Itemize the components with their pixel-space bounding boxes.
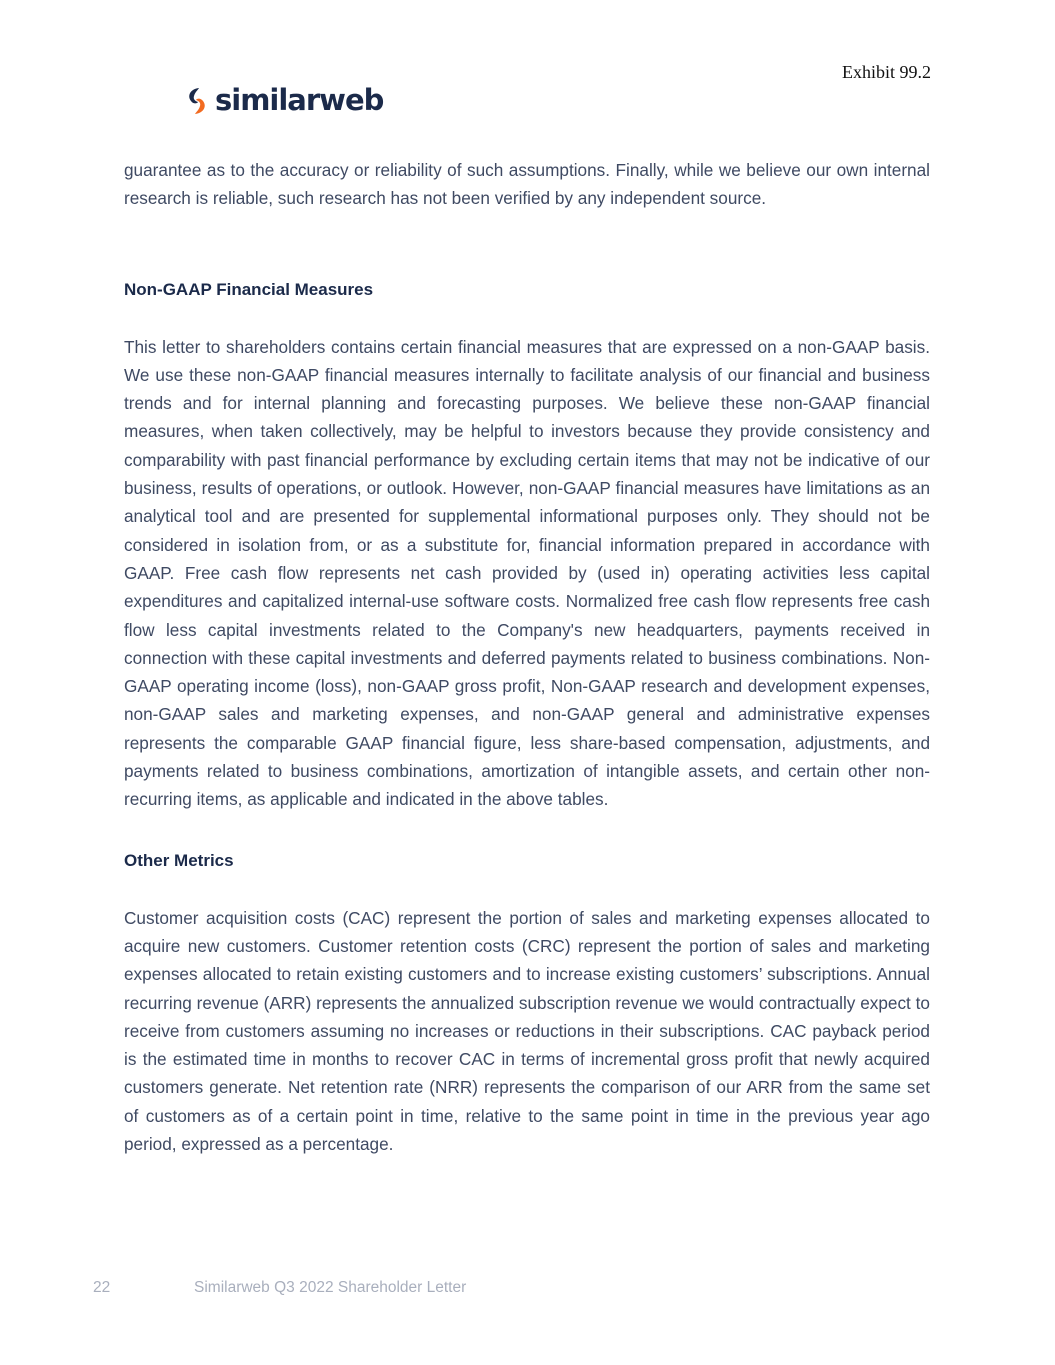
non-gaap-paragraph: This letter to shareholders contains certain financial measures that are expressed on a non-GAAP basis. We use these non-GAAP financial measures internally to facilitate analysis of our financial and business trends and for internal planning and forecasting purposes. We believe these non-GAAP financial measures, when taken collectively, may be helpful to investors because they provide consistency and comparability with past financial performance by excluding certain items that may not be indicative of our business, results of operations, or outlook. However, non-GAAP financial measures have limitations as an analytical tool and are presented for supplemental informational purposes only. They should not be considered in isolation from, or as a substitute for, financial information prepared in accordance with GAAP. Free cash flow represents net cash provided by (used in) operating activities less capital expenditures and capitalized internal-use software costs. Normalized free cash flow represents free cash flow less capital investments related to the Company's new headquarters, payments received in connection with these capital investments and deferred payments related to business combinations. Non-GAAP operating income (loss), non-GAAP gross profit, Non-GAAP research and development expenses, non-GAAP sales and marketing expenses, and non-GAAP general and administrative expenses represents the comparable GAAP financial figure, less share-based compensation, adjustments, and payments related to business combinations, amortization of intangible assets, and certain other non-recurring items, as applicable and indicated in the above tables. <box>124 336 930 810</box>
non-gaap-heading: Non-GAAP Financial Measures <box>124 279 374 299</box>
page-content <box>124 156 930 1158</box>
intro-paragraph: guarantee as to the accuracy or reliability of such assumptions. Finally, while we believe our own internal research is reliable, such research has not been verified by any independent source. <box>124 160 930 209</box>
footer-document-title: Similarweb Q3 2022 Shareholder Letter <box>194 1279 467 1296</box>
similarweb-logo-icon <box>186 87 208 115</box>
logo-wordmark: similarweb <box>215 83 384 117</box>
similarweb-logo <box>186 83 384 117</box>
other-metrics-paragraph: Customer acquisition costs (CAC) represent the portion of sales and marketing expenses allocated to acquire new customers. Customer retention costs (CRC) represent the portion of sales and marketing expenses allocated to retain existing customers and to increase existing customers’ subscriptions. Annual recurring revenue (ARR) represents the annualized subscription revenue we would contractually expect to receive from customers assuming no increases or reductions in their subscriptions. CAC payback period is the estimated time in months to recover CAC in terms of incremental gross profit that newly acquired customers generate. Net retention rate (NRR) represents the comparison of our ARR from the same set of customers as of a certain point in time, relative to the same point in time in the previous year ago period, expressed as a percentage. <box>124 907 930 1155</box>
page-number: 22 <box>93 1279 111 1296</box>
exhibit-label: Exhibit 99.2 <box>842 62 931 82</box>
other-metrics-heading: Other Metrics <box>124 850 234 870</box>
